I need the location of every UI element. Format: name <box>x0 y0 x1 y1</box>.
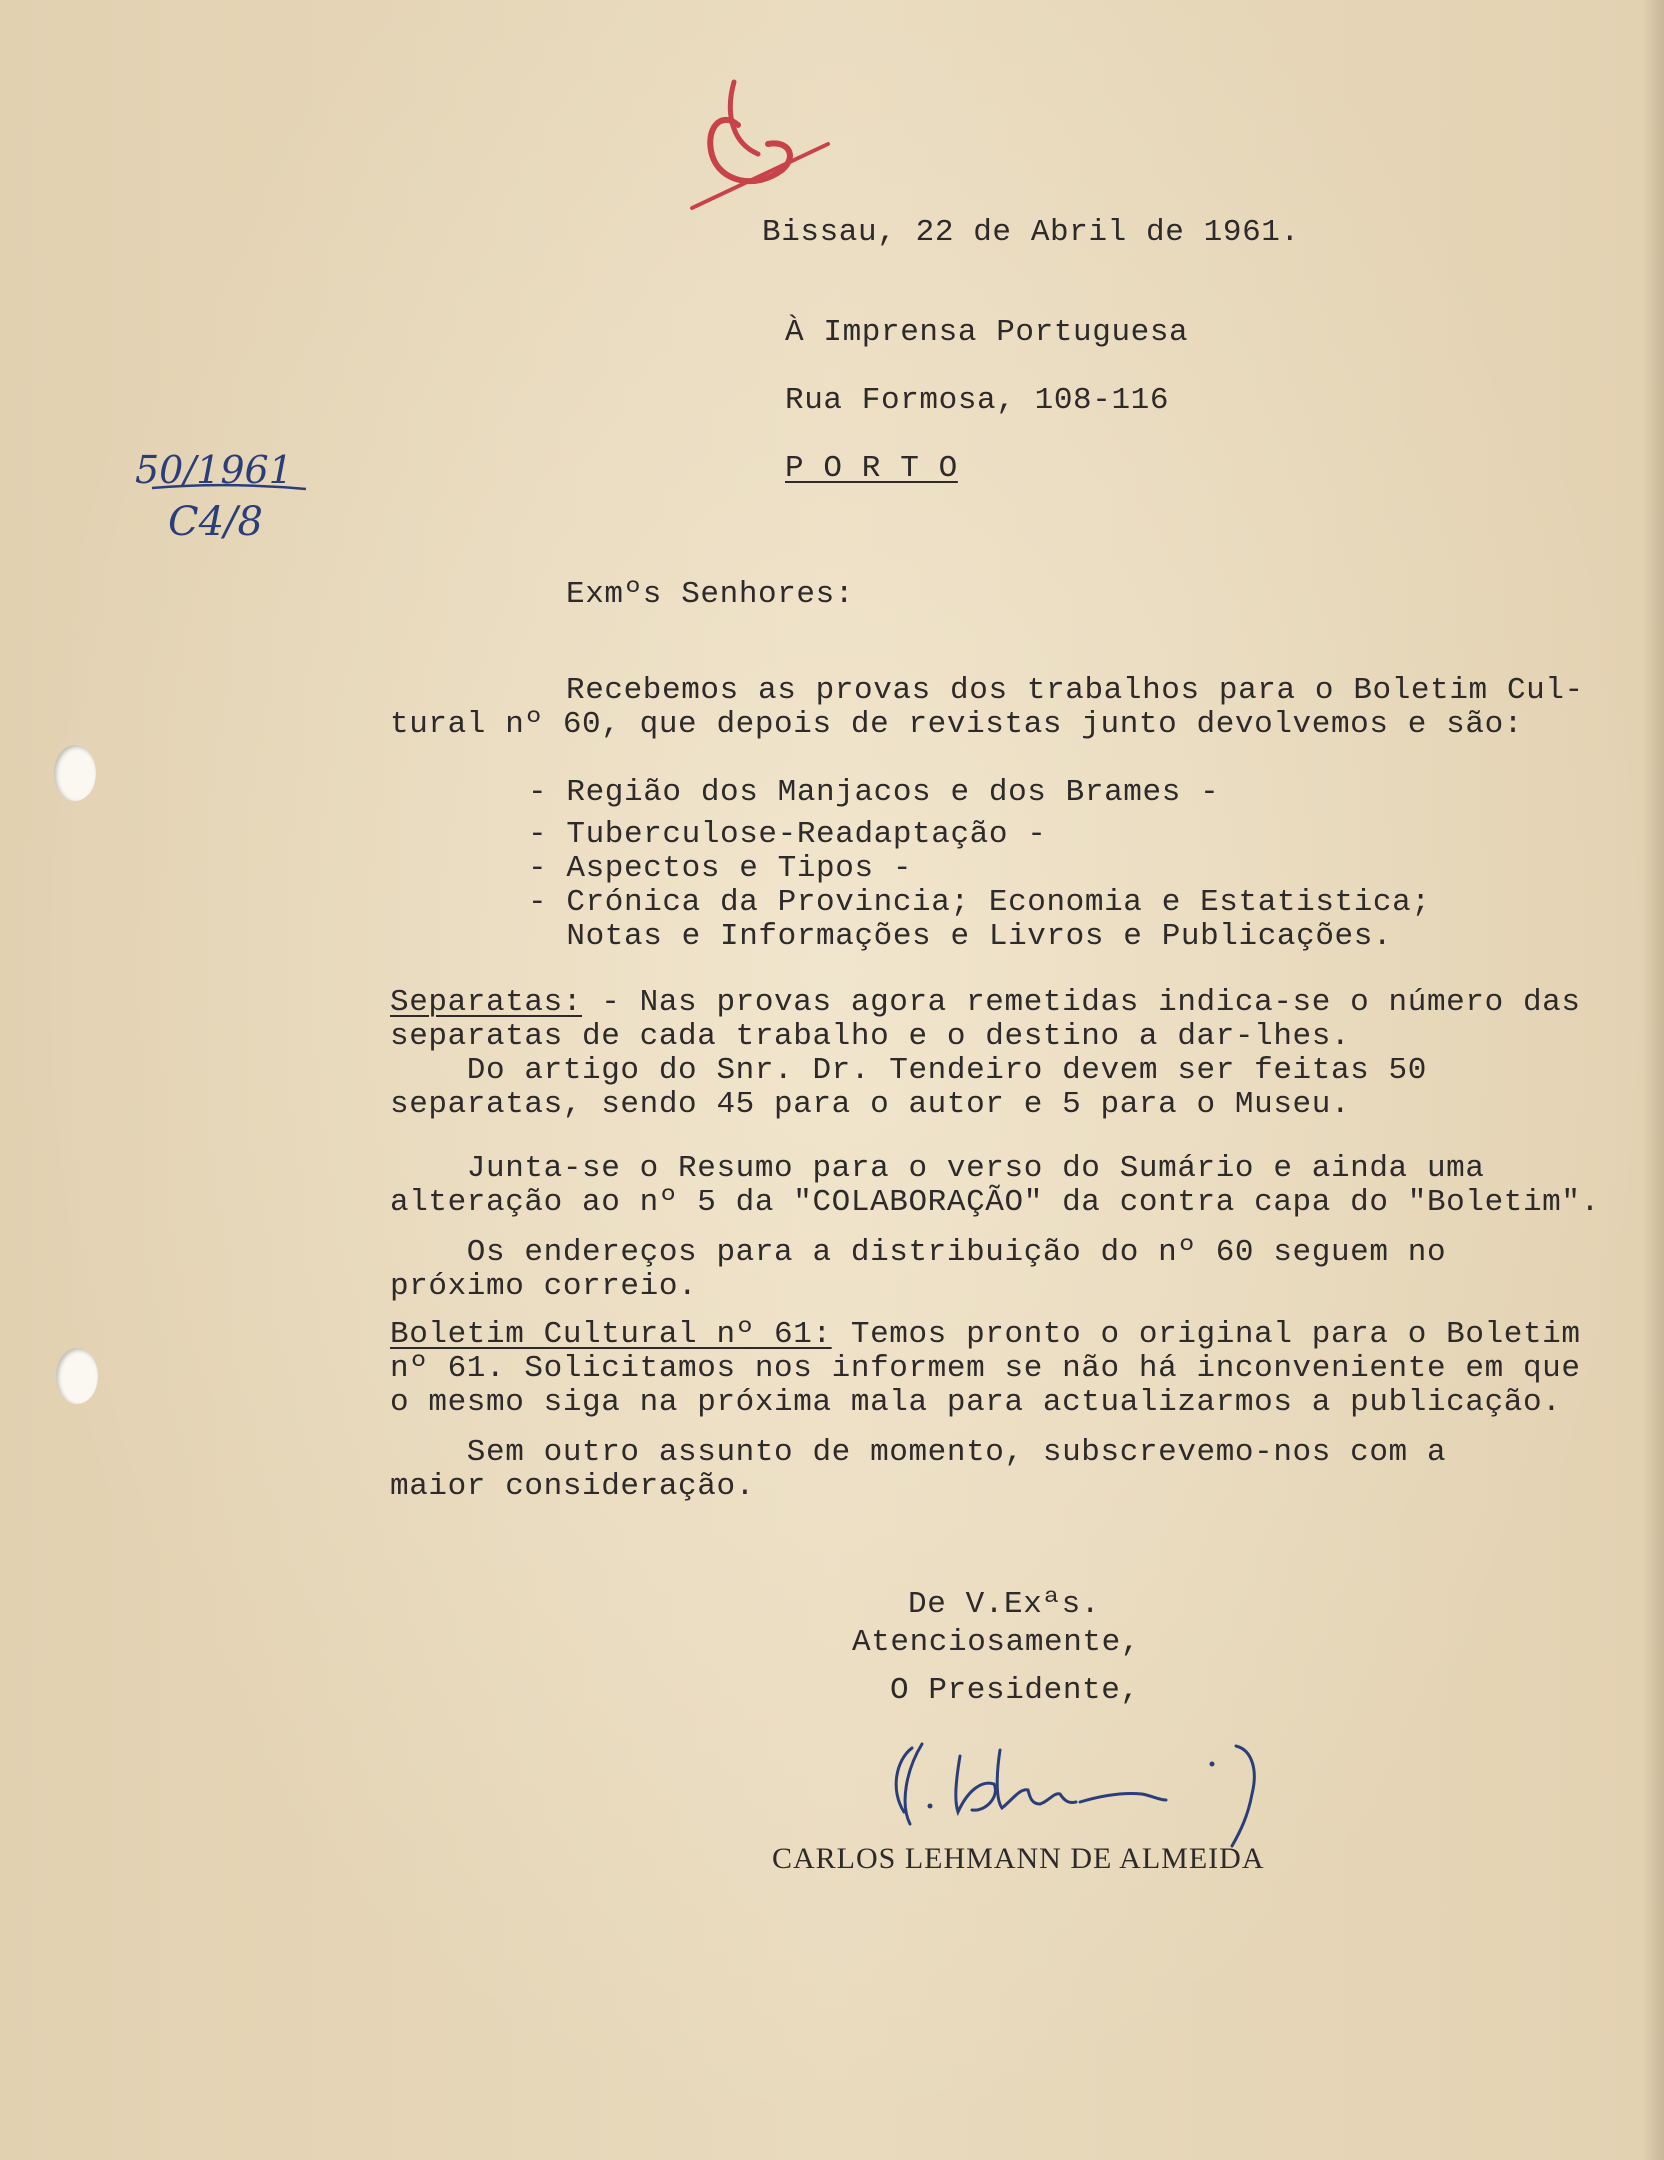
place-date: Bissau, 22 de Abril de 1961. <box>762 215 1300 250</box>
separatas-line-3: Do artigo do Snr. Dr. Tendeiro devem ser feitas 50 <box>390 1053 1427 1088</box>
recipient-city: P O R T O <box>785 451 958 486</box>
list-item: - Região dos Manjacos e dos Brames - <box>528 775 1220 810</box>
recipient-line-2: Rua Formosa, 108-116 <box>785 383 1170 418</box>
punch-hole-top <box>54 745 96 801</box>
resumo-line-2: alteração ao nº 5 da "COLABORAÇÃO" da contra capa do "Boletim". <box>390 1185 1600 1220</box>
page-edge-shadow <box>1642 0 1664 2160</box>
list-item: - Crónica da Provincia; Economia e Estatistica; <box>528 885 1431 920</box>
recipient-line-1: À Imprensa Portuguesa <box>785 315 1189 350</box>
separatas-label: Separatas: <box>390 985 583 1020</box>
salutation: Exmºs Senhores: <box>566 577 855 612</box>
boletim61-line-3: o mesmo siga na próxima mala para actualizarmos a publicação. <box>390 1385 1562 1420</box>
closing-line-2: maior consideração. <box>390 1469 755 1504</box>
separatas-line-4: separatas, sendo 45 para o autor e 5 para o Museu. <box>390 1087 1351 1122</box>
intro-line-1: Recebemos as provas dos trabalhos para o Boletim Cul- <box>566 673 1584 708</box>
boletim61-label: Boletim Cultural nº 61: <box>390 1317 832 1352</box>
red-pencil-mark-icon <box>670 70 840 220</box>
enderecos-line-1: Os endereços para a distribuição do nº 60 seguem no <box>390 1235 1447 1270</box>
boletim61-line-1 <box>390 1318 1581 1352</box>
list-item: Notas e Informações e Livros e Publicações. <box>528 919 1393 954</box>
enderecos-line-2: próximo correio. <box>390 1269 698 1304</box>
file-number: 50/1961 <box>135 448 293 492</box>
boletim61-text: Temos pronto o original para o Boletim <box>831 1317 1581 1352</box>
closing-de-vexas: De V.Exªs. <box>908 1587 1101 1622</box>
intro-line-2: tural nº 60, que depois de revistas junto devolvemos e são: <box>390 707 1523 742</box>
closing-presidente: O Presidente, <box>890 1673 1140 1708</box>
handwritten-signature-icon <box>860 1720 1280 1850</box>
boletim61-line-2: nº 61. Solicitamos nos informem se não há inconveniente em que <box>390 1351 1581 1386</box>
separatas-text: - Nas provas agora remetidas indica-se o número das <box>582 985 1581 1020</box>
list-item: - Tuberculose-Readaptação - <box>528 817 1047 852</box>
closing-atenciosamente: Atenciosamente, <box>852 1625 1141 1660</box>
signatory-name: CARLOS LEHMANN DE ALMEIDA <box>772 1842 1265 1875</box>
separatas-line-1 <box>390 986 1581 1020</box>
resumo-line-1: Junta-se o Resumo para o verso do Sumário e ainda uma <box>390 1151 1485 1186</box>
separatas-line-2: separatas de cada trabalho e o destino a dar-lhes. <box>390 1019 1351 1054</box>
file-code: C4/8 <box>168 499 263 545</box>
closing-line-1: Sem outro assunto de momento, subscrevemo-nos com a <box>390 1435 1447 1470</box>
punch-hole-bottom <box>56 1348 98 1404</box>
list-item: - Aspectos e Tipos - <box>528 851 913 886</box>
file-number-underline <box>150 480 310 494</box>
